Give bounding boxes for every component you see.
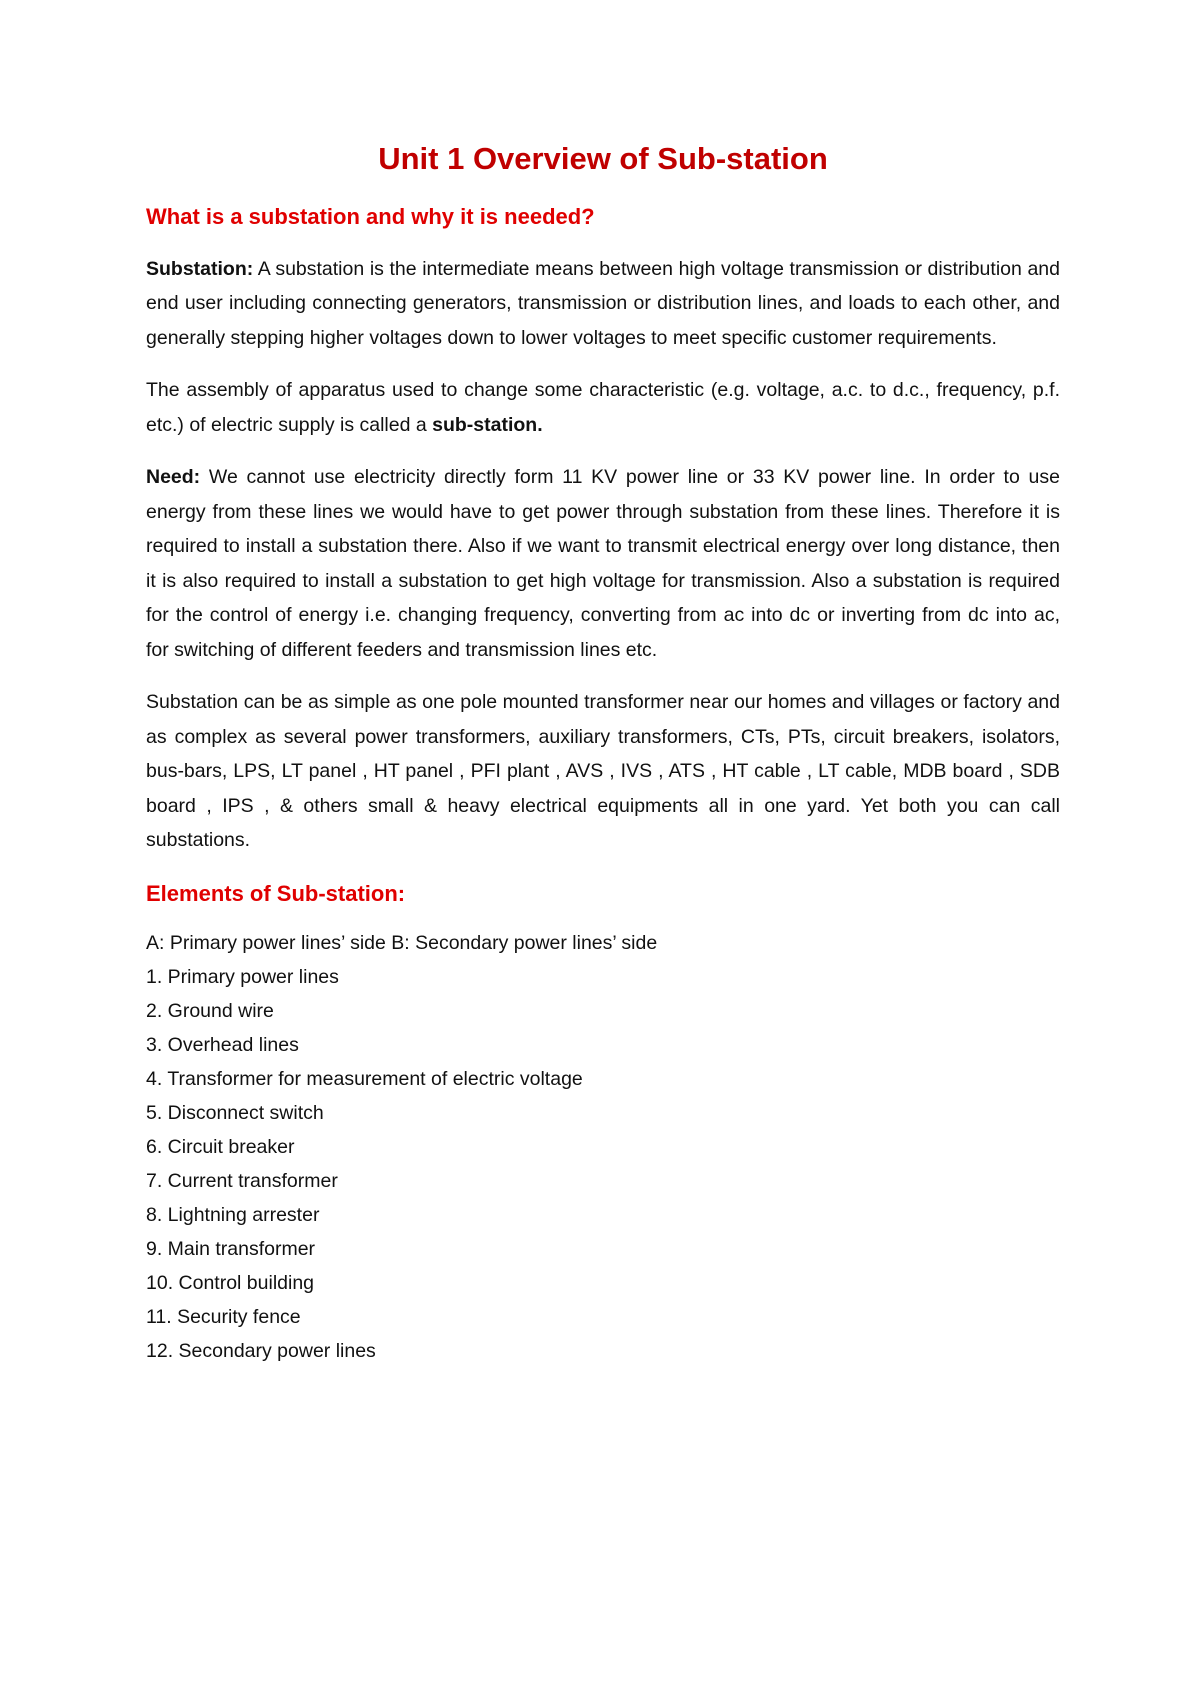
list-item: 2. Ground wire — [146, 1000, 274, 1023]
text-substation-definition: A substation is the intermediate means between high voltage transmission or distribution and end user including connecting generators, transmission or distribution lines, and loads to each other, and generally stepping higher voltages down to lower voltages to meet specific customer requirements. — [146, 257, 1060, 349]
list-item: 12. Secondary power lines — [146, 1340, 376, 1363]
text-need: We cannot use electricity directly form 11 KV power line or 33 KV power line. In order to use energy from these lines we would have to get power through substation from these lines. Therefore it is required to install a substation there. Also if we want to transmit electrical energy over long distance, then it is also required to install a substation to get high voltage for transmission. Also a substation is required for the control of energy i.e. changing frequency, converting from ac into dc or inverting from dc into ac, for switching of different feeders and transmission lines etc. — [146, 466, 1060, 661]
list-item: 8. Lightning arrester — [146, 1204, 320, 1227]
list-item: 7. Current transformer — [146, 1170, 338, 1193]
list-item: 11. Security fence — [146, 1306, 301, 1329]
list-item: 3. Overhead lines — [146, 1034, 299, 1057]
label-substation: Substation: — [146, 257, 254, 280]
paragraph-substation-definition — [146, 252, 1060, 356]
list-item: 4. Transformer for measurement of electric voltage — [146, 1068, 583, 1091]
list-item: 9. Main transformer — [146, 1238, 316, 1261]
bold-sub-station: sub-station. — [432, 413, 543, 436]
label-need: Need: — [146, 466, 201, 489]
text-apparatus: The assembly of apparatus used to change some characteristic (e.g. voltage, a.c. to d.c., frequency, p.f. etc.) of electric supply is called a — [146, 379, 1060, 436]
list-item: 6. Circuit breaker — [146, 1136, 295, 1159]
list-item: 1. Primary power lines — [146, 966, 339, 989]
list-item: 10. Control building — [146, 1272, 315, 1295]
list-item: A: Primary power lines’ side B: Secondary power lines’ side — [146, 932, 658, 955]
elements-list — [146, 926, 1060, 1368]
paragraph-need — [146, 460, 1060, 667]
list-item: 5. Disconnect switch — [146, 1102, 324, 1125]
section-heading-elements: Elements of Sub-station: — [146, 880, 406, 906]
paragraph-substation-types: Substation can be as simple as one pole mounted transformer near our homes and villages or factory and as complex as several power transformers, auxiliary transformers, CTs, PTs, circuit breakers, isolators, bus-bars, LPS, LT panel , HT panel , PFI plant , AVS , IVS , ATS , HT cable , LT cable, MDB board , SDB board , IPS , & others small & heavy electrical equipments all in one yard. Yet both you can call substations. — [146, 691, 1060, 852]
section-heading-what-is-substation: What is a substation and why it is needed? — [146, 204, 595, 230]
page-title: Unit 1 Overview of Sub-station — [378, 141, 828, 176]
paragraph-apparatus — [146, 373, 1060, 442]
document-page — [146, 140, 1060, 1368]
